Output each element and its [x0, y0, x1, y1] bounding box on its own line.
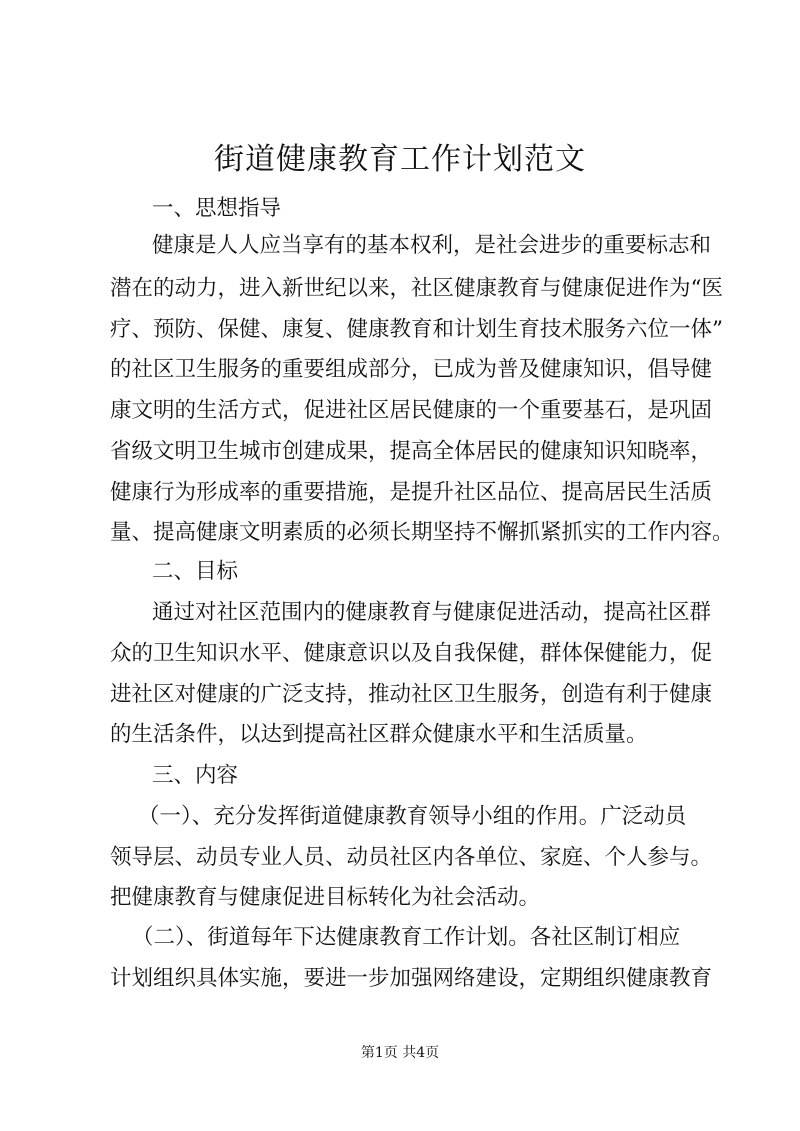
paragraph-line: （一）、充分发挥街道健康教育领导小组的作用。广泛动员: [138, 804, 687, 829]
paragraph-line: 疗、预防、保健、康复、健康教育和计划生育技术服务六位一体”: [110, 317, 723, 342]
page-footer: 第1页 共4页: [360, 1045, 440, 1061]
paragraph-line: 的生活条件，以达到提高社区群众健康水平和生活质量。: [110, 722, 648, 747]
paragraph-line: 康文明的生活方式，促进社区居民健康的一个重要基石，是巩固: [110, 398, 713, 423]
paragraph-line: 潜在的动力，进入新世纪以来，社区健康教育与健康促进作为“医: [110, 276, 723, 301]
paragraph-line: 健康是人人应当享有的基本权利，是社会进步的重要标志和: [152, 233, 712, 258]
paragraph-line: 省级文明卫生城市创建成果，提高全体居民的健康知识知晓率，: [110, 439, 713, 464]
paragraph-line: （二）、街道每年下达健康教育工作计划。各社区制订相应: [132, 925, 681, 950]
section-heading-2: 二、目标: [152, 559, 239, 584]
section-heading-1: 一、思想指导: [152, 196, 282, 221]
paragraph-line: 计划组织具体实施，要进一步加强网络建设，定期组织健康教育: [110, 966, 713, 991]
paragraph-line: 量、提高健康文明素质的必须长期坚持不懈抓紧抓实的工作内容。: [110, 520, 734, 545]
paragraph-line: 领导层、动员专业人员、动员社区内各单位、家庭、个人参与。: [110, 845, 713, 870]
document-title: 街道健康教育工作计划范文: [214, 142, 586, 177]
section-heading-3: 三、内容: [152, 763, 239, 788]
paragraph-line: 健康行为形成率的重要措施，是提升社区品位、提高居民生活质: [110, 480, 713, 505]
paragraph-line: 进社区对健康的广泛支持，推动社区卫生服务，创造有利于健康: [110, 682, 713, 707]
paragraph-line: 通过对社区范围内的健康教育与健康促进活动，提高社区群: [152, 600, 712, 625]
paragraph-line: 的社区卫生服务的重要组成部分，已成为普及健康知识，倡导健: [110, 357, 713, 382]
paragraph-line: 众的卫生知识水平、健康意识以及自我保健，群体保健能力，促: [110, 641, 713, 666]
paragraph-line: 把健康教育与健康促进目标转化为社会活动。: [110, 885, 541, 910]
